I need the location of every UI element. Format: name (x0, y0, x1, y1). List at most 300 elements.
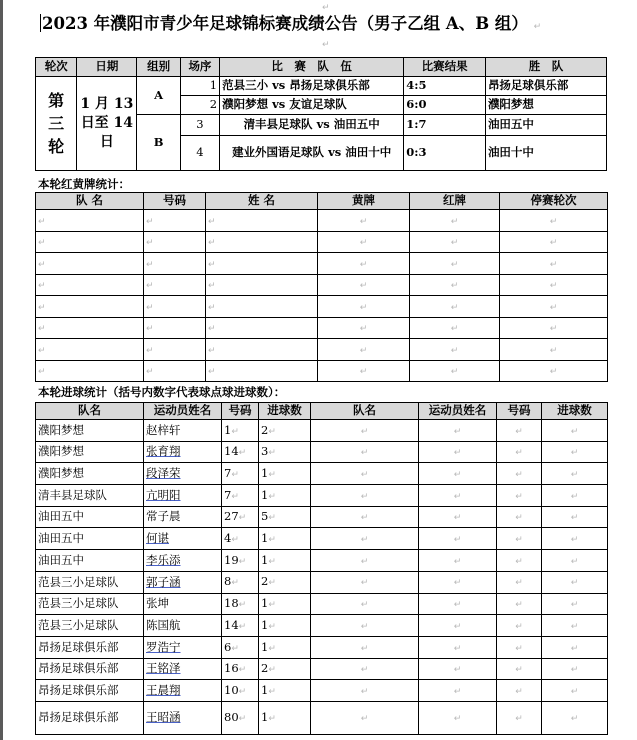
cards-cell[interactable] (500, 274, 608, 296)
cell-end-mark: ↵ (549, 216, 558, 227)
cell-end-mark: ↵ (208, 345, 216, 356)
match-teams: 濮阳梦想 vs 友谊足球队 (220, 96, 404, 115)
cards-cell[interactable] (500, 210, 608, 232)
goals-empty-cell[interactable] (542, 420, 608, 442)
cell-end-mark: ↵ (453, 665, 462, 676)
cell-end-mark: ↵ (268, 535, 276, 546)
group-cell-b: B (137, 115, 180, 171)
goals-empty-cell[interactable] (542, 571, 608, 593)
cell-end-mark: ↵ (450, 238, 459, 249)
goals-empty-cell[interactable] (497, 615, 542, 637)
cards-cell[interactable] (36, 210, 144, 232)
goals-empty-cell[interactable] (419, 550, 497, 572)
cards-cell[interactable] (318, 231, 410, 253)
goals-empty-cell[interactable] (419, 463, 497, 485)
cards-cell[interactable] (206, 339, 318, 361)
cell-end-mark: ↵ (515, 686, 523, 697)
match-no: 2 (180, 96, 219, 115)
goals-row (36, 506, 608, 528)
schedule-header-row (36, 58, 607, 77)
goal-team: 油田五中 (38, 552, 84, 567)
cell-end-mark: ↵ (515, 714, 523, 725)
goal-team: 清丰县足球队 (38, 487, 107, 502)
cell-end-mark: ↵ (360, 448, 369, 459)
cards-cell[interactable] (144, 360, 206, 382)
cell-end-mark: ↵ (238, 556, 247, 567)
goals-empty-cell[interactable] (311, 485, 419, 507)
goals-empty-cell[interactable] (542, 528, 608, 550)
header-number: 号码 (222, 403, 259, 420)
match-score: 4:5 (404, 77, 486, 96)
goal-player-cell (144, 485, 222, 507)
goal-team: 昂扬足球俱乐部 (38, 639, 119, 654)
cell-end-mark: ↵ (453, 600, 462, 611)
cards-cell[interactable] (410, 253, 500, 275)
header-goals: 进球数 (542, 403, 608, 420)
cell-end-mark: ↵ (450, 216, 459, 227)
cell-end-mark: ↵ (238, 600, 247, 611)
cards-cell[interactable] (144, 210, 206, 232)
cell-end-mark: ↵ (146, 238, 154, 249)
goal-count: 2 (261, 661, 269, 676)
goals-empty-cell[interactable] (311, 420, 419, 442)
cards-cell[interactable] (36, 231, 144, 253)
cell-end-mark: ↵ (450, 345, 459, 356)
cell-end-mark: ↵ (360, 556, 369, 567)
goal-number-cell (222, 615, 259, 637)
cell-end-mark: ↵ (268, 470, 276, 481)
goal-count: 1 (261, 710, 269, 725)
cell-end-mark: ↵ (268, 556, 276, 567)
goal-count-cell (259, 485, 311, 507)
goal-team-cell (36, 593, 144, 615)
goals-empty-cell[interactable] (497, 485, 542, 507)
goals-empty-cell[interactable] (497, 420, 542, 442)
goal-count-cell (259, 420, 311, 442)
cards-cell[interactable] (318, 296, 410, 318)
goal-team-cell (36, 463, 144, 485)
goal-number: 16 (224, 661, 239, 676)
cell-end-mark: ↵ (515, 665, 523, 676)
cards-cell[interactable] (410, 231, 500, 253)
goal-number-cell (222, 463, 259, 485)
cell-end-mark: ↵ (453, 686, 462, 697)
goal-number-cell (222, 658, 259, 680)
cards-cell[interactable] (500, 360, 608, 382)
goal-team: 油田五中 (38, 531, 84, 546)
cell-end-mark: ↵ (146, 216, 154, 227)
goals-empty-cell[interactable] (497, 528, 542, 550)
goal-player: 王铭泽 (146, 661, 181, 676)
goals-empty-cell[interactable] (497, 636, 542, 658)
goal-count-cell (259, 528, 311, 550)
header-score: 比赛结果 (404, 58, 486, 77)
goals-empty-cell[interactable] (497, 593, 542, 615)
goals-empty-cell[interactable] (311, 463, 419, 485)
goals-empty-cell[interactable] (311, 615, 419, 637)
goal-count-cell (259, 658, 311, 680)
goal-number: 10 (224, 682, 239, 697)
goals-row (36, 593, 608, 615)
cell-end-mark: ↵ (453, 426, 462, 437)
goals-empty-cell[interactable] (542, 593, 608, 615)
cell-end-mark: ↵ (360, 491, 369, 502)
goals-empty-cell[interactable] (497, 571, 542, 593)
goal-count-cell (259, 550, 311, 572)
cards-cell[interactable] (36, 360, 144, 382)
header-player: 运动员姓名 (144, 403, 222, 420)
paragraph-mark: ↵ (533, 22, 542, 32)
goals-empty-cell[interactable] (419, 615, 497, 637)
cards-cell[interactable] (410, 317, 500, 339)
goal-number-cell (222, 420, 259, 442)
goal-player-cell (144, 441, 222, 463)
goal-count: 1 (261, 552, 269, 567)
match-score: 0:3 (404, 136, 486, 171)
goal-player: 何谌 (146, 531, 169, 546)
goals-empty-cell[interactable] (542, 615, 608, 637)
goals-empty-cell[interactable] (542, 441, 608, 463)
cell-end-mark: ↵ (359, 259, 368, 270)
goal-number: 27 (224, 509, 239, 524)
goal-number-cell (222, 636, 259, 658)
goals-row (36, 571, 608, 593)
goal-player: 张坤 (146, 596, 169, 611)
goals-empty-cell[interactable] (542, 506, 608, 528)
goal-number-cell (222, 485, 259, 507)
goal-team: 濮阳梦想 (38, 422, 84, 437)
cell-end-mark: ↵ (515, 448, 523, 459)
goal-count-cell (259, 463, 311, 485)
cards-cell[interactable] (206, 317, 318, 339)
goal-player: 李乐添 (146, 552, 181, 567)
cards-cell[interactable] (144, 317, 206, 339)
cards-cell[interactable] (144, 274, 206, 296)
goal-player: 张育翔 (146, 444, 181, 459)
cell-end-mark: ↵ (570, 714, 579, 725)
goals-empty-cell[interactable] (311, 571, 419, 593)
date-cell: 1 月 13 日至 14 日 (77, 77, 137, 171)
cell-end-mark: ↵ (146, 345, 154, 356)
goal-number-cell (222, 571, 259, 593)
cell-end-mark: ↵ (453, 491, 462, 502)
goals-empty-cell[interactable] (419, 506, 497, 528)
goals-empty-cell[interactable] (311, 658, 419, 680)
cards-section-title: 本轮红黄牌统计： (38, 177, 130, 191)
header-red: 红牌 (410, 193, 500, 210)
match-teams: 清丰县足球队 vs 油田五中 (220, 115, 404, 136)
cards-cell[interactable] (318, 253, 410, 275)
cell-end-mark: ↵ (450, 302, 459, 313)
goals-row (36, 680, 608, 702)
goals-empty-cell[interactable] (542, 636, 608, 658)
cards-cell[interactable] (206, 360, 318, 382)
cards-row (36, 360, 608, 382)
goals-empty-cell[interactable] (497, 441, 542, 463)
goals-row (36, 636, 608, 658)
goal-team: 昂扬足球俱乐部 (38, 661, 119, 676)
goals-empty-cell[interactable] (419, 420, 497, 442)
match-winner: 昂扬足球俱乐部 (485, 77, 606, 96)
goal-number-cell (222, 506, 259, 528)
cell-end-mark: ↵ (453, 556, 462, 567)
cell-end-mark: ↵ (231, 426, 239, 437)
cards-cell[interactable] (318, 210, 410, 232)
cards-cell[interactable] (206, 274, 318, 296)
cell-end-mark: ↵ (570, 426, 579, 437)
cell-end-mark: ↵ (231, 643, 239, 654)
cards-cell[interactable] (144, 296, 206, 318)
header-number: 号码 (144, 193, 206, 210)
goal-team-cell (36, 506, 144, 528)
match-score: 1:7 (404, 115, 486, 136)
cell-end-mark: ↵ (453, 535, 462, 546)
cell-end-mark: ↵ (146, 367, 154, 378)
goal-number-cell (222, 528, 259, 550)
goals-empty-cell[interactable] (497, 506, 542, 528)
match-no: 4 (180, 136, 219, 171)
goals-empty-cell[interactable] (311, 528, 419, 550)
goal-count-cell (259, 615, 311, 637)
cell-end-mark: ↵ (359, 216, 368, 227)
cell-end-mark: ↵ (515, 621, 523, 632)
cards-cell[interactable] (36, 274, 144, 296)
header-number: 号码 (497, 403, 542, 420)
goal-player: 郭子涵 (146, 574, 181, 589)
goals-empty-cell[interactable] (542, 680, 608, 702)
goals-empty-cell[interactable] (311, 593, 419, 615)
cards-cell[interactable] (500, 296, 608, 318)
cell-end-mark: ↵ (570, 665, 579, 676)
cell-end-mark: ↵ (268, 665, 276, 676)
cards-cell[interactable] (410, 339, 500, 361)
goal-team-cell (36, 550, 144, 572)
cell-end-mark: ↵ (549, 259, 558, 270)
goal-team-cell (36, 571, 144, 593)
goal-count-cell (259, 441, 311, 463)
goal-player-cell (144, 680, 222, 702)
goals-empty-cell[interactable] (311, 680, 419, 702)
goal-number-cell (222, 701, 259, 734)
goal-count-cell (259, 680, 311, 702)
cell-end-mark: ↵ (570, 535, 579, 546)
goal-count: 5 (261, 509, 269, 524)
goal-count: 1 (261, 639, 269, 654)
cell-end-mark: ↵ (208, 259, 216, 270)
paragraph-mark: ↵ (322, 40, 330, 50)
cell-end-mark: ↵ (208, 238, 216, 249)
goals-empty-cell[interactable] (542, 658, 608, 680)
cards-cell[interactable] (410, 274, 500, 296)
goals-empty-cell[interactable] (497, 463, 542, 485)
goal-player-cell (144, 701, 222, 734)
goal-count-cell (259, 506, 311, 528)
goals-table (35, 402, 608, 735)
cell-end-mark: ↵ (268, 448, 276, 459)
cards-cell[interactable] (206, 210, 318, 232)
paragraph-mark: ↵ (322, 3, 330, 13)
cell-end-mark: ↵ (515, 556, 523, 567)
goals-empty-cell[interactable] (542, 701, 608, 734)
cards-cell[interactable] (36, 296, 144, 318)
cards-cell[interactable] (144, 339, 206, 361)
header-date: 日期 (77, 58, 137, 77)
cell-end-mark: ↵ (549, 281, 558, 292)
goals-empty-cell[interactable] (419, 593, 497, 615)
cell-end-mark: ↵ (208, 367, 216, 378)
header-round: 轮次 (36, 58, 77, 77)
header-match-no: 场序 (180, 58, 219, 77)
goals-empty-cell[interactable] (311, 550, 419, 572)
header-team: 队 名 (36, 193, 144, 210)
goal-team: 范县三小足球队 (38, 596, 119, 611)
goals-empty-cell[interactable] (419, 528, 497, 550)
cell-end-mark: ↵ (359, 281, 368, 292)
goals-empty-cell[interactable] (419, 636, 497, 658)
goals-empty-cell[interactable] (542, 550, 608, 572)
cell-end-mark: ↵ (450, 281, 459, 292)
match-no: 1 (180, 77, 219, 96)
header-name: 姓 名 (206, 193, 318, 210)
goals-empty-cell[interactable] (311, 636, 419, 658)
goals-empty-cell[interactable] (542, 485, 608, 507)
cell-end-mark: ↵ (515, 470, 523, 481)
cell-end-mark: ↵ (146, 259, 154, 270)
match-winner: 油田十中 (485, 136, 606, 171)
goal-count: 1 (261, 466, 269, 481)
cell-end-mark: ↵ (268, 578, 276, 589)
cards-cell[interactable] (410, 360, 500, 382)
cell-end-mark: ↵ (38, 259, 46, 270)
cell-end-mark: ↵ (208, 302, 216, 313)
goals-empty-cell[interactable] (419, 485, 497, 507)
cell-end-mark: ↵ (238, 621, 247, 632)
text-cursor (40, 14, 41, 32)
cards-cell[interactable] (410, 210, 500, 232)
cards-row (36, 253, 608, 275)
goal-team-cell (36, 528, 144, 550)
goal-number-cell (222, 550, 259, 572)
goal-number: 19 (224, 552, 239, 567)
match-teams: 范县三小 vs 昂扬足球俱乐部 (220, 77, 404, 96)
goals-empty-cell[interactable] (311, 701, 419, 734)
cards-row (36, 339, 608, 361)
goal-number: 1 (224, 422, 232, 437)
goal-count-cell (259, 701, 311, 734)
cell-end-mark: ↵ (231, 470, 239, 481)
cards-header-row (36, 193, 608, 210)
cell-end-mark: ↵ (268, 621, 276, 632)
cell-end-mark: ↵ (208, 281, 216, 292)
cards-cell[interactable] (500, 339, 608, 361)
goals-section-title: 本轮进球统计（括号内数字代表球点球进球数）： (38, 385, 286, 399)
cards-cell[interactable] (500, 317, 608, 339)
cards-cell[interactable] (318, 339, 410, 361)
cards-cell[interactable] (500, 231, 608, 253)
header-goals: 进球数 (259, 403, 311, 420)
match-score: 6:0 (404, 96, 486, 115)
goals-empty-cell[interactable] (497, 550, 542, 572)
cards-cell[interactable] (206, 253, 318, 275)
goal-team: 濮阳梦想 (38, 444, 84, 459)
cell-end-mark: ↵ (268, 686, 276, 697)
cards-cell[interactable] (410, 296, 500, 318)
cell-end-mark: ↵ (268, 600, 276, 611)
goals-empty-cell[interactable] (311, 441, 419, 463)
cell-end-mark: ↵ (38, 302, 46, 313)
cards-cell[interactable] (318, 360, 410, 382)
goals-empty-cell[interactable] (419, 571, 497, 593)
goals-empty-cell[interactable] (542, 463, 608, 485)
cards-cell[interactable] (144, 253, 206, 275)
goal-number: 4 (224, 531, 232, 546)
cell-end-mark: ↵ (231, 578, 239, 589)
cell-end-mark: ↵ (450, 259, 459, 270)
cell-end-mark: ↵ (515, 513, 523, 524)
goals-empty-cell[interactable] (497, 680, 542, 702)
goal-player-cell (144, 420, 222, 442)
cards-cell[interactable] (36, 253, 144, 275)
goals-empty-cell[interactable] (497, 701, 542, 734)
cards-row (36, 210, 608, 232)
header-team: 队名 (36, 403, 144, 420)
goal-count-cell (259, 593, 311, 615)
cell-end-mark: ↵ (360, 665, 369, 676)
goals-empty-cell[interactable] (419, 441, 497, 463)
cell-end-mark: ↵ (515, 600, 523, 611)
cards-row (36, 317, 608, 339)
cards-cell[interactable] (36, 339, 144, 361)
cell-end-mark: ↵ (453, 470, 462, 481)
schedule-table (35, 57, 607, 171)
cell-end-mark: ↵ (549, 324, 558, 335)
cell-end-mark: ↵ (38, 367, 46, 378)
cell-end-mark: ↵ (38, 216, 46, 227)
goal-player-cell (144, 658, 222, 680)
goals-row (36, 485, 608, 507)
goals-empty-cell[interactable] (497, 658, 542, 680)
goals-row (36, 420, 608, 442)
cell-end-mark: ↵ (453, 578, 462, 589)
cards-cell[interactable] (500, 253, 608, 275)
cards-cell[interactable] (206, 296, 318, 318)
header-teams: 比 赛 队 伍 (220, 58, 404, 77)
goal-player-cell (144, 571, 222, 593)
match-no: 3 (180, 115, 219, 136)
cell-end-mark: ↵ (360, 686, 369, 697)
cards-cell[interactable] (144, 231, 206, 253)
cell-end-mark: ↵ (360, 578, 369, 589)
goal-team-cell (36, 701, 144, 734)
goal-number: 80 (224, 710, 239, 725)
cards-cell[interactable] (206, 231, 318, 253)
cell-end-mark: ↵ (360, 600, 369, 611)
goals-empty-cell[interactable] (419, 680, 497, 702)
goal-team-cell (36, 658, 144, 680)
cell-end-mark: ↵ (515, 643, 523, 654)
cell-end-mark: ↵ (268, 714, 276, 725)
goals-empty-cell[interactable] (311, 506, 419, 528)
cell-end-mark: ↵ (208, 216, 216, 227)
goals-empty-cell[interactable] (419, 658, 497, 680)
goal-count: 1 (261, 682, 269, 697)
cell-end-mark: ↵ (268, 491, 276, 502)
cards-cell[interactable] (318, 274, 410, 296)
cards-cell[interactable] (36, 317, 144, 339)
cards-cell[interactable] (318, 317, 410, 339)
goal-player: 罗浩宁 (146, 639, 181, 654)
goals-empty-cell[interactable] (419, 701, 497, 734)
